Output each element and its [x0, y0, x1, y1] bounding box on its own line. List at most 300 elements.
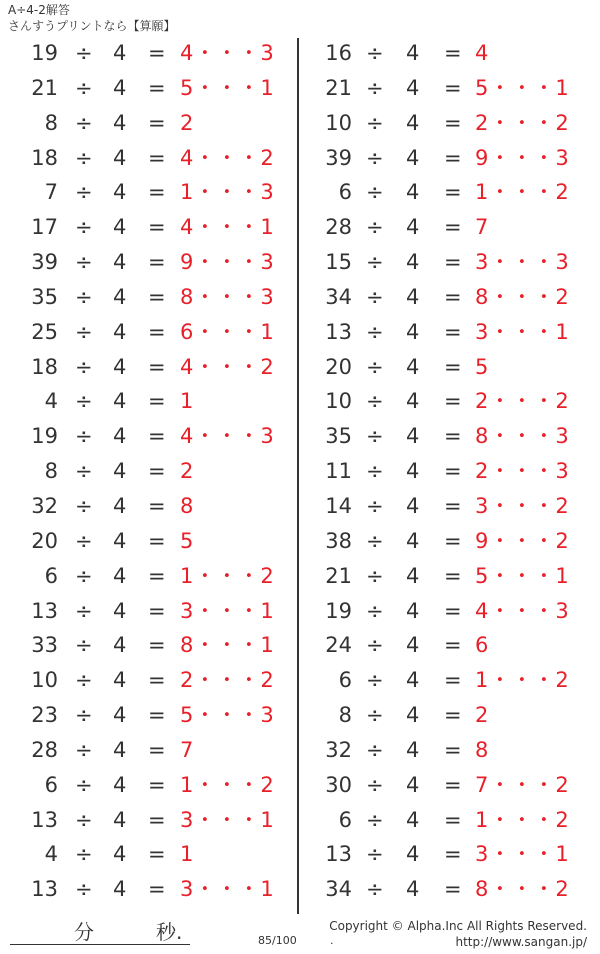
equals-sign: = — [444, 493, 462, 518]
equals-sign: = — [444, 180, 462, 205]
problem-column-left — [0, 36, 290, 907]
dividend: 32 — [31, 493, 58, 518]
answer: 5・・・1 — [475, 75, 570, 100]
dividend: 24 — [325, 633, 352, 658]
equals-sign: = — [148, 75, 166, 100]
problem-row — [300, 489, 590, 524]
dividend: 13 — [31, 598, 58, 623]
dividend: 13 — [31, 877, 58, 902]
equals-sign: = — [444, 284, 462, 309]
dividend: 38 — [325, 528, 352, 553]
answer: 2・・・3 — [475, 459, 570, 484]
divide-sign: ÷ — [75, 250, 93, 275]
dividend: 34 — [325, 284, 352, 309]
divisor: 4 — [113, 41, 127, 65]
divisor: 4 — [113, 703, 127, 728]
divisor: 4 — [113, 772, 127, 797]
problem-row — [0, 663, 290, 698]
answer: 3・・・3 — [475, 250, 570, 275]
problem-row — [0, 350, 290, 385]
dividend: 14 — [325, 493, 352, 518]
divide-sign: ÷ — [366, 807, 384, 832]
answer: 1・・・2 — [475, 807, 570, 832]
equals-sign: = — [148, 41, 166, 65]
equals-sign: = — [148, 737, 166, 762]
divide-sign: ÷ — [75, 877, 93, 902]
problem-row — [0, 489, 290, 524]
answer: 6・・・1 — [180, 319, 275, 344]
divide-sign: ÷ — [366, 842, 384, 867]
divisor: 4 — [406, 737, 420, 762]
footer-dot: . — [330, 934, 334, 947]
divide-sign: ÷ — [75, 41, 93, 65]
minutes-label: 分 — [74, 920, 94, 944]
equals-sign: = — [444, 215, 462, 240]
divide-sign: ÷ — [75, 389, 93, 414]
dividend: 35 — [31, 284, 58, 309]
worksheet-header — [8, 2, 176, 34]
dividend: 23 — [31, 703, 58, 728]
time-record-line — [10, 920, 190, 945]
equals-sign: = — [444, 807, 462, 832]
answer: 8 — [475, 737, 490, 762]
equals-sign: = — [148, 319, 166, 344]
divisor: 4 — [406, 563, 420, 588]
divisor: 4 — [406, 110, 420, 135]
problem-row — [300, 315, 590, 350]
dividend: 18 — [31, 354, 58, 379]
answer: 9・・・3 — [180, 250, 275, 275]
divisor: 4 — [406, 772, 420, 797]
divide-sign: ÷ — [366, 215, 384, 240]
problem-row — [300, 837, 590, 872]
problem-row — [300, 210, 590, 245]
copyright-block — [329, 918, 587, 950]
divisor: 4 — [406, 877, 420, 902]
answer: 3・・・2 — [475, 493, 570, 518]
problem-row — [300, 698, 590, 733]
divisor: 4 — [113, 110, 127, 135]
divisor: 4 — [406, 703, 420, 728]
dividend: 21 — [325, 75, 352, 100]
divide-sign: ÷ — [366, 110, 384, 135]
dividend: 39 — [325, 145, 352, 170]
problem-row — [300, 768, 590, 803]
answer: 8・・・3 — [475, 424, 570, 449]
divisor: 4 — [113, 807, 127, 832]
problem-row — [0, 628, 290, 663]
problem-row — [300, 245, 590, 280]
answer: 3・・・1 — [475, 319, 570, 344]
divide-sign: ÷ — [366, 180, 384, 205]
divisor: 4 — [406, 842, 420, 867]
answer: 9・・・2 — [475, 528, 570, 553]
worksheet-subtitle: さんすうプリントなら【算願】 — [8, 19, 176, 33]
dividend: 16 — [325, 41, 352, 65]
dividend: 33 — [31, 633, 58, 658]
divide-sign: ÷ — [366, 633, 384, 658]
problem-row — [0, 768, 290, 803]
divide-sign: ÷ — [366, 703, 384, 728]
equals-sign: = — [444, 250, 462, 275]
divisor: 4 — [113, 598, 127, 623]
equals-sign: = — [444, 563, 462, 588]
equals-sign: = — [148, 703, 166, 728]
problem-row — [300, 71, 590, 106]
equals-sign: = — [148, 807, 166, 832]
divide-sign: ÷ — [75, 737, 93, 762]
problem-row — [0, 141, 290, 176]
problem-column-right — [300, 36, 590, 907]
equals-sign: = — [444, 41, 462, 65]
divide-sign: ÷ — [75, 75, 93, 100]
problem-row — [0, 210, 290, 245]
problem-row — [0, 419, 290, 454]
divide-sign: ÷ — [366, 668, 384, 693]
problem-row — [300, 524, 590, 559]
answer: 1・・・3 — [180, 180, 275, 205]
divisor: 4 — [113, 877, 127, 902]
dividend: 6 — [338, 668, 352, 693]
dividend: 19 — [31, 41, 58, 65]
problem-row — [300, 803, 590, 838]
problem-row — [0, 280, 290, 315]
divide-sign: ÷ — [366, 319, 384, 344]
answer: 8・・・3 — [180, 284, 275, 309]
dividend: 10 — [31, 668, 58, 693]
dividend: 6 — [44, 772, 58, 797]
answer: 4・・・2 — [180, 354, 275, 379]
problem-row — [0, 36, 290, 71]
answer: 4・・・3 — [475, 598, 570, 623]
answer: 8・・・2 — [475, 877, 570, 902]
divisor: 4 — [406, 389, 420, 414]
dividend: 34 — [325, 877, 352, 902]
dividend: 32 — [325, 737, 352, 762]
equals-sign: = — [444, 424, 462, 449]
problem-row — [300, 350, 590, 385]
problem-row — [0, 175, 290, 210]
answer: 2・・・2 — [180, 668, 275, 693]
equals-sign: = — [444, 389, 462, 414]
answer: 3・・・1 — [180, 877, 275, 902]
dividend: 17 — [31, 215, 58, 240]
divide-sign: ÷ — [75, 145, 93, 170]
dividend: 30 — [325, 772, 352, 797]
divisor: 4 — [113, 319, 127, 344]
problem-row — [0, 454, 290, 489]
divisor: 4 — [406, 493, 420, 518]
dividend: 6 — [338, 807, 352, 832]
dividend: 10 — [325, 110, 352, 135]
divisor: 4 — [406, 180, 420, 205]
answer: 7 — [180, 737, 195, 762]
problem-row — [300, 872, 590, 907]
problem-row — [0, 803, 290, 838]
divisor: 4 — [113, 389, 127, 414]
answer: 1 — [180, 389, 195, 414]
dividend: 6 — [44, 563, 58, 588]
equals-sign: = — [148, 772, 166, 797]
equals-sign: = — [444, 110, 462, 135]
divide-sign: ÷ — [366, 250, 384, 275]
answer: 1・・・2 — [475, 180, 570, 205]
divide-sign: ÷ — [75, 354, 93, 379]
answer: 2・・・2 — [475, 110, 570, 135]
equals-sign: = — [148, 598, 166, 623]
problem-row — [0, 594, 290, 629]
divisor: 4 — [113, 180, 127, 205]
equals-sign: = — [148, 493, 166, 518]
answer: 7・・・2 — [475, 772, 570, 797]
dividend: 13 — [31, 807, 58, 832]
equals-sign: = — [444, 528, 462, 553]
answer: 4・・・3 — [180, 41, 275, 65]
dividend: 21 — [31, 75, 58, 100]
divisor: 4 — [406, 284, 420, 309]
answer: 4・・・2 — [180, 145, 275, 170]
equals-sign: = — [148, 528, 166, 553]
divide-sign: ÷ — [75, 110, 93, 135]
equals-sign: = — [148, 668, 166, 693]
problem-row — [0, 733, 290, 768]
divide-sign: ÷ — [75, 807, 93, 832]
divide-sign: ÷ — [75, 703, 93, 728]
website-url: http://www.sangan.jp/ — [455, 935, 587, 949]
dividend: 35 — [325, 424, 352, 449]
problem-row — [0, 872, 290, 907]
divide-sign: ÷ — [366, 284, 384, 309]
divisor: 4 — [113, 145, 127, 170]
answer: 8・・・2 — [475, 284, 570, 309]
divisor: 4 — [406, 668, 420, 693]
divide-sign: ÷ — [75, 633, 93, 658]
equals-sign: = — [444, 668, 462, 693]
divide-sign: ÷ — [75, 772, 93, 797]
problem-row — [0, 524, 290, 559]
answer: 8 — [180, 493, 195, 518]
divisor: 4 — [406, 528, 420, 553]
problem-row — [0, 837, 290, 872]
divisor: 4 — [113, 250, 127, 275]
divide-sign: ÷ — [75, 493, 93, 518]
problem-row — [0, 106, 290, 141]
divisor: 4 — [113, 354, 127, 379]
divisor: 4 — [406, 319, 420, 344]
answer: 1 — [180, 842, 195, 867]
equals-sign: = — [444, 598, 462, 623]
answer: 4 — [475, 41, 490, 65]
answer: 3・・・1 — [180, 807, 275, 832]
answer: 5 — [180, 528, 195, 553]
divisor: 4 — [113, 842, 127, 867]
divide-sign: ÷ — [75, 563, 93, 588]
divisor: 4 — [113, 493, 127, 518]
answer: 8・・・1 — [180, 633, 275, 658]
dividend: 4 — [44, 389, 58, 414]
answer: 1・・・2 — [180, 772, 275, 797]
equals-sign: = — [148, 145, 166, 170]
answer: 3・・・1 — [475, 842, 570, 867]
problem-row — [300, 628, 590, 663]
divide-sign: ÷ — [366, 598, 384, 623]
divide-sign: ÷ — [366, 145, 384, 170]
divide-sign: ÷ — [366, 389, 384, 414]
divisor: 4 — [113, 528, 127, 553]
problem-row — [300, 733, 590, 768]
problem-row — [300, 36, 590, 71]
problem-row — [0, 559, 290, 594]
divisor: 4 — [113, 737, 127, 762]
divide-sign: ÷ — [366, 424, 384, 449]
problem-row — [300, 175, 590, 210]
answer: 1・・・2 — [475, 668, 570, 693]
equals-sign: = — [148, 459, 166, 484]
answer: 4・・・3 — [180, 424, 275, 449]
divisor: 4 — [406, 424, 420, 449]
dividend: 28 — [325, 215, 352, 240]
problem-row — [0, 245, 290, 280]
divisor: 4 — [406, 41, 420, 65]
equals-sign: = — [444, 633, 462, 658]
problem-row — [300, 594, 590, 629]
equals-sign: = — [148, 180, 166, 205]
dividend: 4 — [44, 842, 58, 867]
divisor: 4 — [406, 145, 420, 170]
equals-sign: = — [148, 563, 166, 588]
divide-sign: ÷ — [366, 563, 384, 588]
divide-sign: ÷ — [366, 772, 384, 797]
divisor: 4 — [113, 215, 127, 240]
problem-row — [300, 454, 590, 489]
problem-row — [300, 559, 590, 594]
answer: 5・・・3 — [180, 703, 275, 728]
answer: 3・・・1 — [180, 598, 275, 623]
copyright-text: Copyright © Alpha.Inc All Rights Reserved. — [329, 919, 587, 933]
divisor: 4 — [406, 633, 420, 658]
dividend: 20 — [31, 528, 58, 553]
problem-row — [300, 384, 590, 419]
divisor: 4 — [406, 807, 420, 832]
divide-sign: ÷ — [75, 424, 93, 449]
answer: 5 — [475, 354, 490, 379]
dividend: 25 — [31, 319, 58, 344]
equals-sign: = — [148, 250, 166, 275]
divisor: 4 — [406, 459, 420, 484]
dividend: 8 — [338, 703, 352, 728]
divide-sign: ÷ — [75, 842, 93, 867]
dividend: 19 — [31, 424, 58, 449]
equals-sign: = — [148, 389, 166, 414]
divisor: 4 — [113, 633, 127, 658]
seconds-label: 秒. — [156, 920, 183, 944]
equals-sign: = — [148, 424, 166, 449]
answer: 2・・・2 — [475, 389, 570, 414]
equals-sign: = — [148, 877, 166, 902]
problem-row — [300, 280, 590, 315]
dividend: 8 — [44, 459, 58, 484]
problem-row — [300, 663, 590, 698]
equals-sign: = — [148, 354, 166, 379]
divisor: 4 — [113, 668, 127, 693]
dividend: 13 — [325, 842, 352, 867]
equals-sign: = — [148, 633, 166, 658]
dividend: 11 — [325, 459, 352, 484]
problem-row — [0, 698, 290, 733]
divisor: 4 — [406, 250, 420, 275]
divide-sign: ÷ — [366, 75, 384, 100]
answer: 7 — [475, 215, 490, 240]
divide-sign: ÷ — [75, 598, 93, 623]
divide-sign: ÷ — [366, 528, 384, 553]
answer: 2 — [180, 459, 195, 484]
divide-sign: ÷ — [366, 41, 384, 65]
equals-sign: = — [148, 284, 166, 309]
divisor: 4 — [406, 215, 420, 240]
equals-sign: = — [444, 459, 462, 484]
problem-row — [0, 384, 290, 419]
problem-row — [0, 71, 290, 106]
divisor: 4 — [406, 354, 420, 379]
equals-sign: = — [148, 842, 166, 867]
divide-sign: ÷ — [75, 215, 93, 240]
dividend: 39 — [31, 250, 58, 275]
divide-sign: ÷ — [75, 668, 93, 693]
answer: 2 — [475, 703, 490, 728]
problem-row — [300, 419, 590, 454]
problem-row — [300, 106, 590, 141]
divide-sign: ÷ — [366, 493, 384, 518]
divide-sign: ÷ — [75, 284, 93, 309]
divisor: 4 — [113, 75, 127, 100]
divisor: 4 — [113, 563, 127, 588]
equals-sign: = — [148, 215, 166, 240]
equals-sign: = — [444, 703, 462, 728]
divide-sign: ÷ — [366, 459, 384, 484]
divide-sign: ÷ — [366, 354, 384, 379]
divisor: 4 — [113, 459, 127, 484]
dividend: 15 — [325, 250, 352, 275]
divide-sign: ÷ — [75, 180, 93, 205]
divide-sign: ÷ — [366, 877, 384, 902]
dividend: 6 — [338, 180, 352, 205]
divide-sign: ÷ — [75, 459, 93, 484]
equals-sign: = — [148, 110, 166, 135]
problem-row — [300, 141, 590, 176]
dividend: 28 — [31, 737, 58, 762]
answer: 2 — [180, 110, 195, 135]
problem-row — [0, 315, 290, 350]
answer: 4・・・1 — [180, 215, 275, 240]
equals-sign: = — [444, 877, 462, 902]
divide-sign: ÷ — [366, 737, 384, 762]
answer: 5・・・1 — [475, 563, 570, 588]
equals-sign: = — [444, 319, 462, 344]
equals-sign: = — [444, 842, 462, 867]
equals-sign: = — [444, 737, 462, 762]
divide-sign: ÷ — [75, 319, 93, 344]
equals-sign: = — [444, 75, 462, 100]
answer: 9・・・3 — [475, 145, 570, 170]
dividend: 10 — [325, 389, 352, 414]
dividend: 20 — [325, 354, 352, 379]
answer: 1・・・2 — [180, 563, 275, 588]
divisor: 4 — [113, 424, 127, 449]
dividend: 18 — [31, 145, 58, 170]
divisor: 4 — [406, 598, 420, 623]
divide-sign: ÷ — [75, 528, 93, 553]
equals-sign: = — [444, 772, 462, 797]
